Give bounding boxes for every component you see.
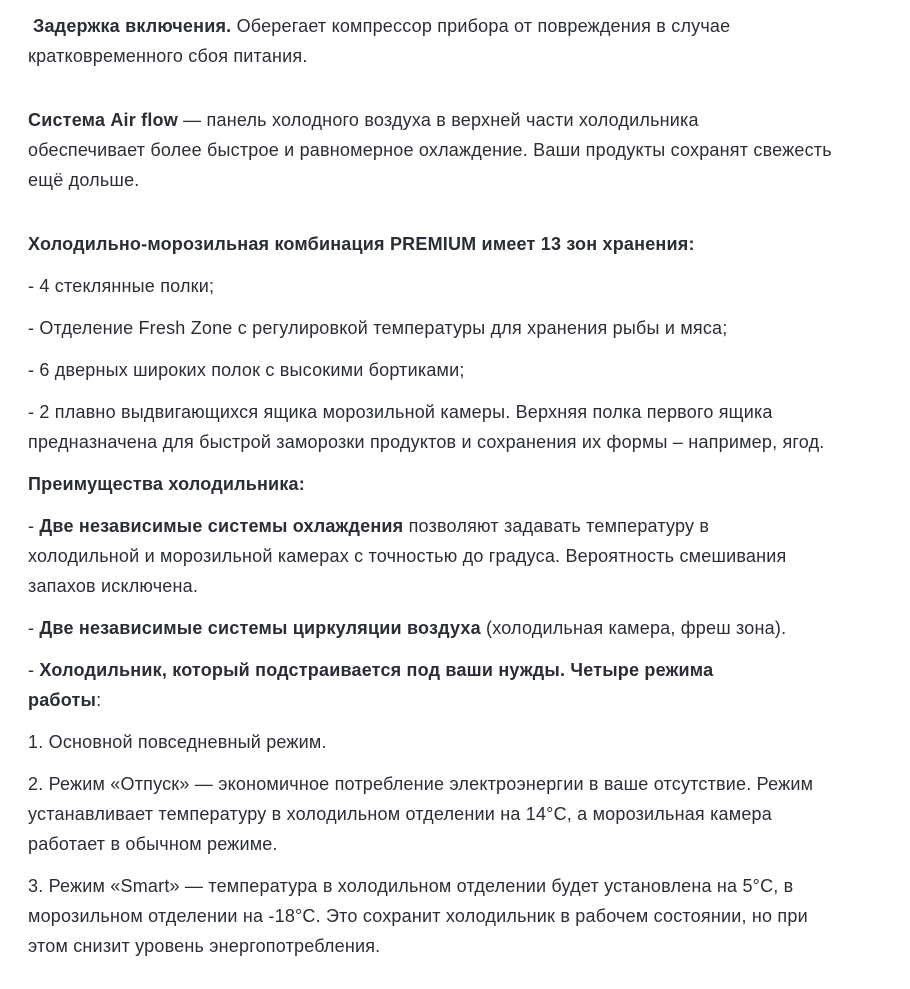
list-item-air-circulation (28, 613, 888, 643)
text-run: - 2 плавно выдвигающихся ящика морозильной камеры. Верхняя полка первого ящика (28, 402, 773, 422)
text-run: : (96, 690, 102, 710)
bold-lead: Две независимые системы циркуляции воздуха (39, 618, 481, 638)
text-run: - (28, 516, 40, 536)
heading-text: Холодильно-морозильная комбинация PREMIUM имеет 13 зон хранения: (28, 234, 695, 254)
bold-lead: работы (28, 690, 97, 710)
heading-text: Преимущества холодильника: (28, 474, 305, 494)
text-run: 1. Основной повседневный режим. (28, 732, 327, 752)
text-run: морозильном отделении на -18°C. Это сохранит холодильник в рабочем состоянии, но при (28, 906, 808, 926)
list-item-mode-vacation (28, 769, 888, 859)
text-run: запахов исключена. (28, 576, 199, 596)
bold-lead: Задержка включения. (33, 16, 232, 36)
bold-lead: Две независимые системы охлаждения (39, 516, 404, 536)
bold-lead: Система Air flow (28, 110, 178, 130)
text-run: - Отделение Fresh Zone с регулировкой температуры для хранения рыбы и мяса; (28, 318, 728, 338)
text-run: 2. Режим «Отпуск» — экономичное потребление электроэнергии в ваше отсутствие. Режим (28, 774, 814, 794)
text-run: (холодильная камера, фреш зона). (480, 618, 787, 638)
list-item-freezer-drawers (28, 397, 888, 457)
text-run: обеспечивает более быстрое и равномерное охлаждение. Ваши продукты сохранят свежесть (28, 140, 832, 160)
list-item-mode-basic (28, 727, 888, 757)
text-run: Оберегает компрессор прибора от повреждения в случае (231, 16, 731, 36)
text-run: - (28, 618, 40, 638)
text-run: холодильной и морозильной камерах с точностью до градуса. Вероятность смешивания (28, 546, 787, 566)
text-run: этом снизит уровень энергопотребления. (28, 936, 381, 956)
text-run: кратковременного сбоя питания. (28, 46, 308, 66)
list-item-door-shelves (28, 355, 888, 385)
text-run: - 4 стеклянные полки; (28, 276, 215, 296)
text-run: — панель холодного воздуха в верхней части холодильника (177, 110, 699, 130)
text-run: предназначена для быстрой заморозки продуктов и сохранения их формы – например, ягод. (28, 432, 825, 452)
heading-advantages (28, 469, 888, 499)
text-run: - 6 дверных широких полок с высокими бортиками; (28, 360, 465, 380)
bold-lead: Холодильник, который подстраивается под ваши нужды. Четыре режима (39, 660, 714, 680)
heading-storage-zones (28, 229, 888, 259)
text-run: работает в обычном режиме. (28, 834, 278, 854)
list-item-four-modes (28, 655, 888, 715)
list-item-independent-cooling (28, 511, 888, 601)
list-item-mode-smart (28, 871, 888, 961)
paragraph-power-on-delay (28, 11, 888, 71)
text-run: ещё дольше. (28, 170, 140, 190)
text-run: позволяют задавать температуру в (403, 516, 710, 536)
paragraph-air-flow (28, 105, 888, 195)
text-run: - (28, 660, 40, 680)
text-run: устанавливает температуру в холодильном отделении на 14°C, а морозильная камера (28, 804, 772, 824)
list-item-glass-shelves (28, 271, 888, 301)
list-item-fresh-zone (28, 313, 888, 343)
text-run: 3. Режим «Smart» — температура в холодильном отделении будет установлена на 5°C, в (28, 876, 794, 896)
